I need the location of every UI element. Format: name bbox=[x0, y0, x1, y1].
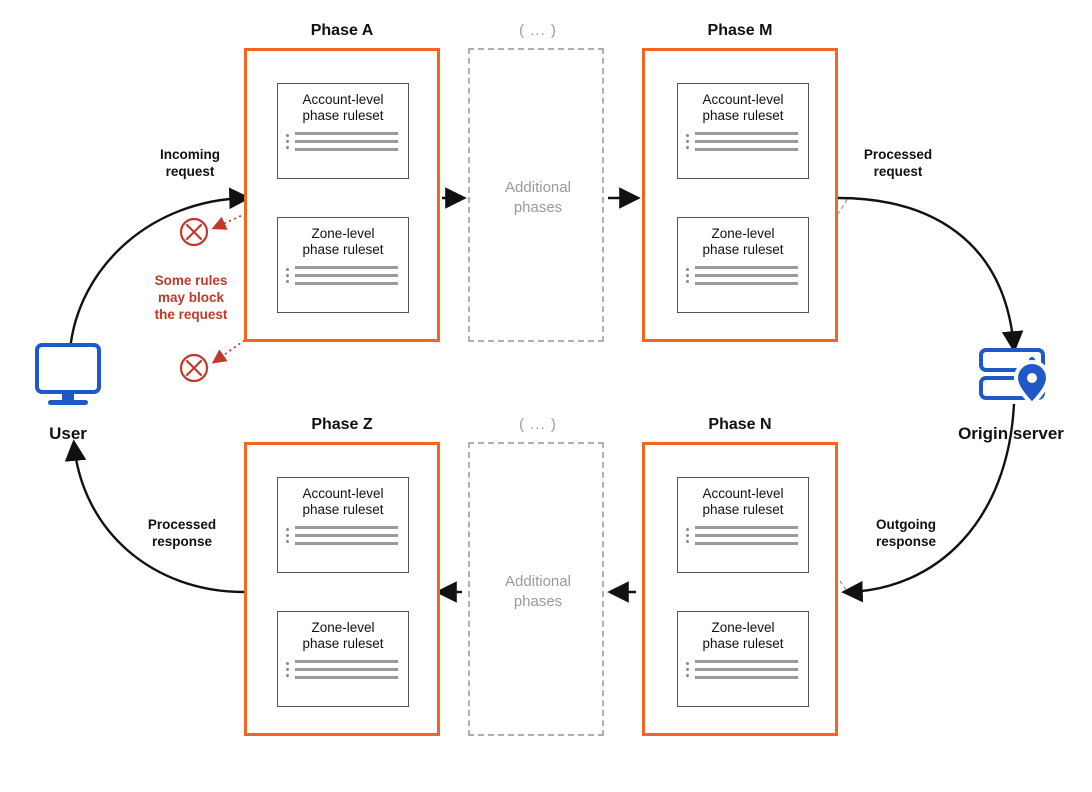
rule-lines bbox=[678, 658, 808, 687]
rule-bars bbox=[695, 526, 798, 545]
edge-label-line1: Processed bbox=[147, 517, 217, 532]
edge-label-incoming-request bbox=[140, 146, 240, 180]
rules-dots-icon bbox=[286, 662, 289, 678]
ruleset-label-line1: Zone-level bbox=[711, 620, 775, 635]
block-note bbox=[126, 272, 256, 323]
block-note-line3: the request bbox=[154, 307, 228, 322]
rule-lines bbox=[278, 658, 408, 687]
ellipsis-bottom: ( ... ) bbox=[519, 416, 557, 433]
phase-title-m: Phase M bbox=[707, 22, 773, 39]
block-note-line1: Some rules bbox=[154, 273, 228, 288]
ruleset-label-line2: phase ruleset bbox=[702, 108, 784, 123]
edge-label-line1: Incoming bbox=[160, 147, 220, 162]
rule-lines bbox=[678, 130, 808, 159]
ruleset-label-line2: phase ruleset bbox=[302, 108, 384, 123]
ruleset-account-level-a[interactable] bbox=[277, 83, 409, 179]
additional-phases-label-top bbox=[468, 178, 608, 218]
edge-label-line1: Outgoing bbox=[876, 517, 936, 532]
rule-bars bbox=[695, 266, 798, 285]
phase-box-a[interactable] bbox=[244, 48, 440, 342]
ruleset-account-level-n[interactable] bbox=[677, 477, 809, 573]
phase-title-a: Phase A bbox=[310, 22, 374, 39]
edge-label-processed-request bbox=[846, 146, 950, 180]
ruleset-account-level-m[interactable] bbox=[677, 83, 809, 179]
ruleset-label-line2: phase ruleset bbox=[302, 636, 384, 651]
ruleset-label bbox=[678, 84, 808, 130]
ruleset-zone-level-z[interactable] bbox=[277, 611, 409, 707]
ruleset-label-line2: phase ruleset bbox=[702, 636, 784, 651]
ruleset-zone-level-m[interactable] bbox=[677, 217, 809, 313]
edge-label-line1: Processed bbox=[863, 147, 933, 162]
additional-label-line1: Additional bbox=[505, 573, 571, 590]
additional-label-line2: phases bbox=[513, 593, 563, 610]
edge-label-line2: response bbox=[875, 534, 937, 549]
ruleset-label bbox=[678, 478, 808, 524]
ruleset-label bbox=[278, 218, 408, 264]
rules-dots-icon bbox=[286, 268, 289, 284]
ruleset-label bbox=[278, 84, 408, 130]
rule-lines bbox=[678, 524, 808, 553]
ruleset-label-line1: Zone-level bbox=[711, 226, 775, 241]
ruleset-label-line1: Zone-level bbox=[311, 620, 375, 635]
rule-lines bbox=[278, 264, 408, 293]
rule-bars bbox=[295, 266, 398, 285]
additional-label-line1: Additional bbox=[505, 179, 571, 196]
rules-dots-icon bbox=[686, 528, 689, 544]
edge-label-line2: request bbox=[873, 164, 923, 179]
ruleset-label bbox=[278, 612, 408, 658]
ellipsis-top: ( ... ) bbox=[519, 22, 557, 39]
ruleset-label-line1: Account-level bbox=[702, 92, 784, 107]
additional-phases-label-bottom bbox=[468, 572, 608, 612]
ruleset-label-line1: Account-level bbox=[302, 92, 384, 107]
ruleset-zone-level-n[interactable] bbox=[677, 611, 809, 707]
phase-title-z: Phase Z bbox=[311, 416, 373, 433]
rule-bars bbox=[295, 526, 398, 545]
server-icon bbox=[981, 350, 1048, 404]
block-icon-1 bbox=[181, 219, 207, 245]
rule-bars bbox=[695, 660, 798, 679]
rule-bars bbox=[295, 660, 398, 679]
user-label: User bbox=[49, 424, 87, 443]
phase-box-m[interactable] bbox=[642, 48, 838, 342]
ruleset-label-line1: Account-level bbox=[302, 486, 384, 501]
block-note-line2: may block bbox=[157, 290, 225, 305]
phase-title-n: Phase N bbox=[708, 416, 772, 433]
ruleset-label-line2: phase ruleset bbox=[702, 502, 784, 517]
rule-lines bbox=[278, 130, 408, 159]
rules-dots-icon bbox=[686, 662, 689, 678]
additional-label-line2: phases bbox=[513, 199, 563, 216]
monitor-icon bbox=[37, 345, 99, 405]
ruleset-label bbox=[278, 478, 408, 524]
ruleset-label-line1: Zone-level bbox=[311, 226, 375, 241]
ruleset-account-level-z[interactable] bbox=[277, 477, 409, 573]
ruleset-label bbox=[678, 218, 808, 264]
ruleset-label-line2: phase ruleset bbox=[702, 242, 784, 257]
ruleset-label bbox=[678, 612, 808, 658]
rule-bars bbox=[695, 132, 798, 151]
phase-box-z[interactable] bbox=[244, 442, 440, 736]
rules-dots-icon bbox=[686, 268, 689, 284]
rules-dots-icon bbox=[686, 134, 689, 150]
rule-bars bbox=[295, 132, 398, 151]
rules-dots-icon bbox=[286, 528, 289, 544]
ruleset-label-line2: phase ruleset bbox=[302, 502, 384, 517]
edge-label-outgoing-response bbox=[858, 516, 954, 550]
ruleset-label-line1: Account-level bbox=[702, 486, 784, 501]
origin-server-label: Origin server bbox=[958, 424, 1064, 443]
edge-label-line2: response bbox=[151, 534, 213, 549]
rule-lines bbox=[678, 264, 808, 293]
ruleset-label-line2: phase ruleset bbox=[302, 242, 384, 257]
edge-label-line2: request bbox=[165, 164, 215, 179]
phase-box-n[interactable] bbox=[642, 442, 838, 736]
rule-lines bbox=[278, 524, 408, 553]
rules-dots-icon bbox=[286, 134, 289, 150]
block-icon-2 bbox=[181, 355, 207, 381]
edge-label-processed-response bbox=[128, 516, 236, 550]
ruleset-zone-level-a[interactable] bbox=[277, 217, 409, 313]
